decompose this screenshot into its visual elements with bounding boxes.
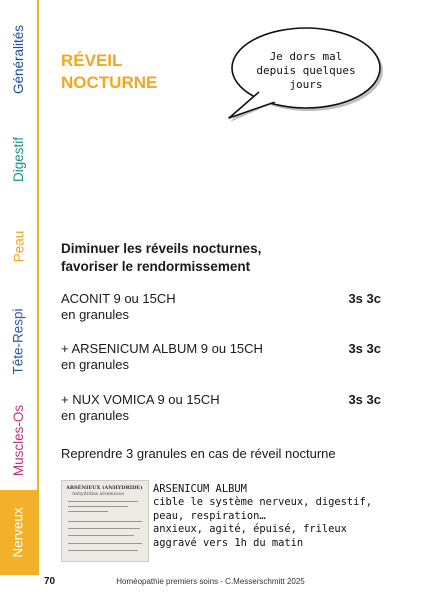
tab-nerveux[interactable] (0, 490, 37, 575)
remedy-form: en granules (61, 357, 129, 372)
title-line-1: RÉVEIL (61, 51, 123, 70)
remedy-form: en granules (61, 408, 129, 423)
remedy-dose: 3s 3c (348, 341, 381, 356)
remedy-item (61, 392, 381, 424)
tab-label: Peau (11, 230, 26, 262)
remedy-dose: 3s 3c (348, 392, 381, 407)
page-title (61, 50, 157, 94)
remedy-item (61, 341, 381, 373)
excerpt-text-line (68, 521, 142, 522)
remedy-name: + NUX VOMICA 9 ou 15CH (61, 392, 220, 407)
handwritten-line: anxieux, agité, épuisé, frileux (153, 523, 347, 536)
bubble-line: Je dors mal (269, 50, 343, 63)
handwritten-note (153, 483, 372, 550)
repeat-note: Reprendre 3 granules en cas de réveil nocturne (61, 446, 336, 461)
tab-peau[interactable] (0, 200, 37, 292)
section-sidebar (0, 0, 37, 575)
page-number: 70 (44, 576, 56, 587)
tab-label: Généralités (11, 24, 27, 94)
excerpt-text-line (68, 511, 108, 512)
tab-generalites[interactable] (0, 0, 37, 118)
remedy-item (61, 291, 381, 323)
objective-line-1: Diminuer les réveils nocturnes, (61, 241, 262, 256)
objective-line-2: favoriser le rendormissement (61, 259, 251, 274)
remedy-name: ACONIT 9 ou 15CH (61, 291, 176, 306)
excerpt-text-line (68, 501, 138, 502)
handwritten-line: aggravé vers 1h du matin (153, 536, 304, 549)
excerpt-text-line (68, 543, 142, 544)
tab-tete-respi[interactable] (0, 292, 37, 390)
excerpt-subtitle: Anhydridus arseniosus (72, 492, 124, 497)
excerpt-title: ARSÉNIEUX (ANHYDRIDE) (66, 485, 143, 491)
tab-digestif[interactable] (0, 118, 37, 200)
excerpt-text-line (68, 506, 128, 507)
excerpt-text-line (68, 528, 140, 529)
tab-label: Muscles-Os (11, 404, 27, 476)
excerpt-text-line (68, 535, 134, 536)
tab-label: Nerveux (11, 507, 26, 558)
title-line-2: NOCTURNE (61, 73, 158, 92)
handwritten-line: cible le système nerveux, digestif, (153, 496, 372, 509)
remedy-name: + ARSENICUM ALBUM 9 ou 15CH (61, 341, 263, 356)
excerpt-text-line (68, 550, 138, 551)
objective-heading (61, 240, 261, 276)
speech-bubble-text (247, 50, 365, 92)
bubble-line: jours (289, 78, 323, 91)
handwritten-line: peau, respiration… (153, 509, 266, 522)
tab-muscles-os[interactable] (0, 390, 37, 490)
handwritten-line: ARSENICUM ALBUM (153, 483, 247, 495)
bubble-line: depuis quelques (256, 64, 356, 77)
sidebar-divider (37, 0, 39, 575)
footer-credit: Homéopathie premiers soins - C.Messerschmitt 2025 (116, 577, 305, 586)
tab-label: Tête-Respi (11, 307, 26, 375)
remedy-dose: 3s 3c (348, 291, 381, 306)
remedy-form: en granules (61, 307, 129, 322)
tab-label: Digestif (11, 136, 27, 182)
book-excerpt-image (61, 480, 149, 562)
